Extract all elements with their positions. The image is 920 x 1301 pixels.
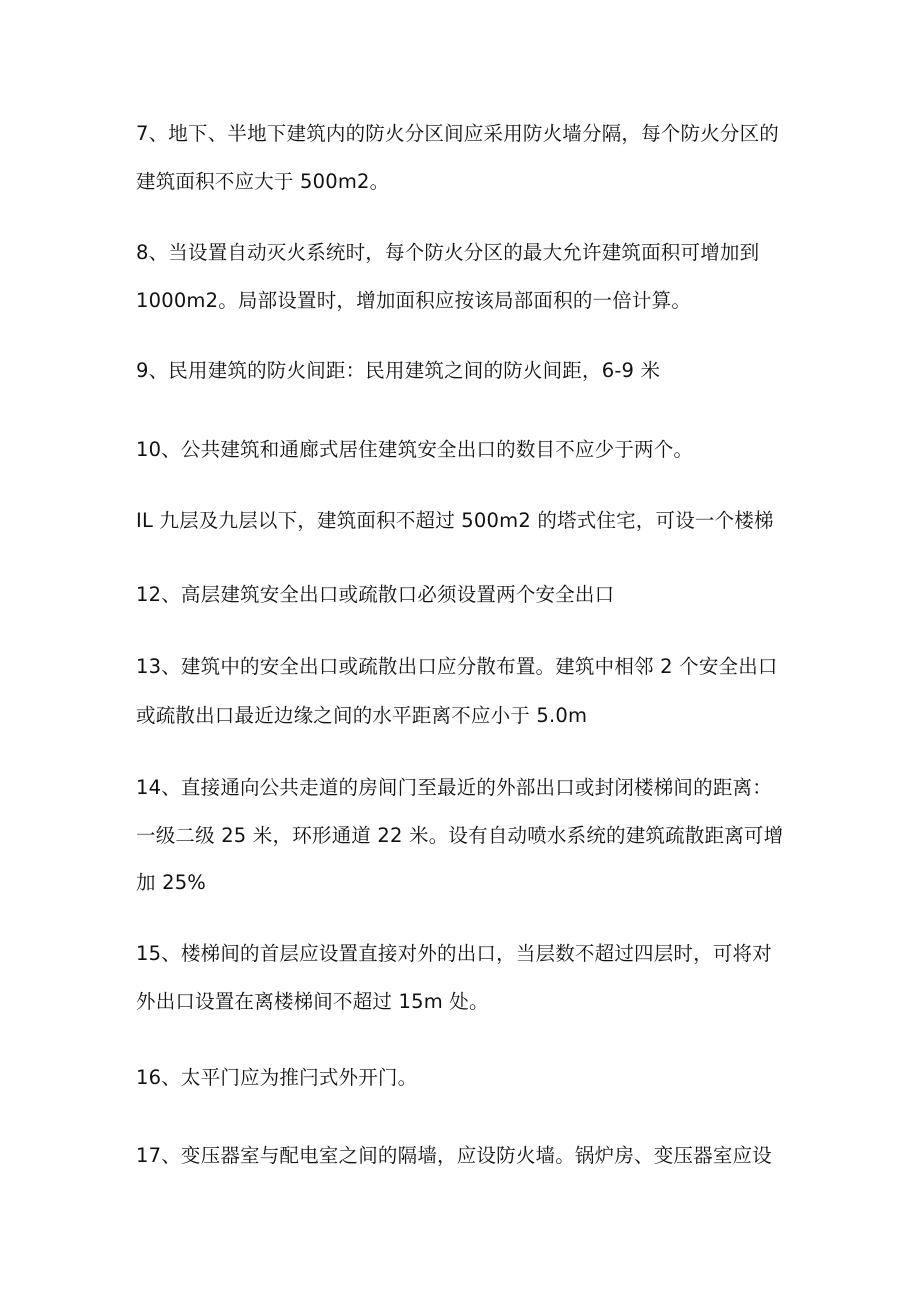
paragraph-17-line-1: 17、变压器室与配电室之间的隔墙，应设防火墙。锅炉房、变压器室应设 bbox=[136, 1144, 772, 1167]
paragraph-7-line-1: 7、地下、半地下建筑内的防火分区间应采用防火墙分隔，每个防火分区的 bbox=[136, 122, 780, 145]
paragraph-14-line-3: 加 25% bbox=[136, 871, 207, 894]
paragraph-16-line-1: 16、太平门应为推闩式外开门。 bbox=[136, 1066, 418, 1089]
paragraph-13-line-2: 或疏散出口最近边缘之间的水平距离不应小于 5.0m bbox=[136, 704, 588, 727]
paragraph-15-line-2: 外出口设置在离楼梯间不超过 15m 处。 bbox=[136, 990, 489, 1013]
paragraph-14-line-2: 一级二级 25 米，环形通道 22 米。设有自动喷水系统的建筑疏散距离可增 bbox=[136, 824, 784, 847]
paragraph-14-line-1: 14、直接通向公共走道的房间门至最近的外部出口或封闭楼梯间的距离： bbox=[136, 776, 772, 799]
paragraph-10-line-1: 10、公共建筑和通廊式居住建筑安全出口的数目不应少于两个。 bbox=[136, 438, 694, 461]
paragraph-9-line-1: 9、民用建筑的防火间距：民用建筑之间的防火间距，6-9 米 bbox=[136, 359, 661, 382]
paragraph-15-line-1: 15、楼梯间的首层应设置直接对外的出口，当层数不超过四层时，可将对 bbox=[136, 942, 772, 965]
paragraph-7-line-2: 建筑面积不应大于 500m2。 bbox=[136, 170, 390, 193]
paragraph-12-line-1: 12、高层建筑安全出口或疏散口必须设置两个安全出口 bbox=[136, 583, 615, 606]
paragraph-13-line-1: 13、建筑中的安全出口或疏散出口应分散布置。建筑中相邻 2 个安全出口 bbox=[136, 655, 778, 678]
paragraph-11-line-1: IL 九层及九层以下，建筑面积不超过 500m2 的塔式住宅，可设一个楼梯 bbox=[136, 509, 774, 532]
paragraph-8-line-2: 1000m2。局部设置时，增加面积应按该局部面积的一倍计算。 bbox=[136, 289, 692, 312]
paragraph-8-line-1: 8、当设置自动灭火系统时，每个防火分区的最大允许建筑面积可增加到 bbox=[136, 241, 760, 264]
